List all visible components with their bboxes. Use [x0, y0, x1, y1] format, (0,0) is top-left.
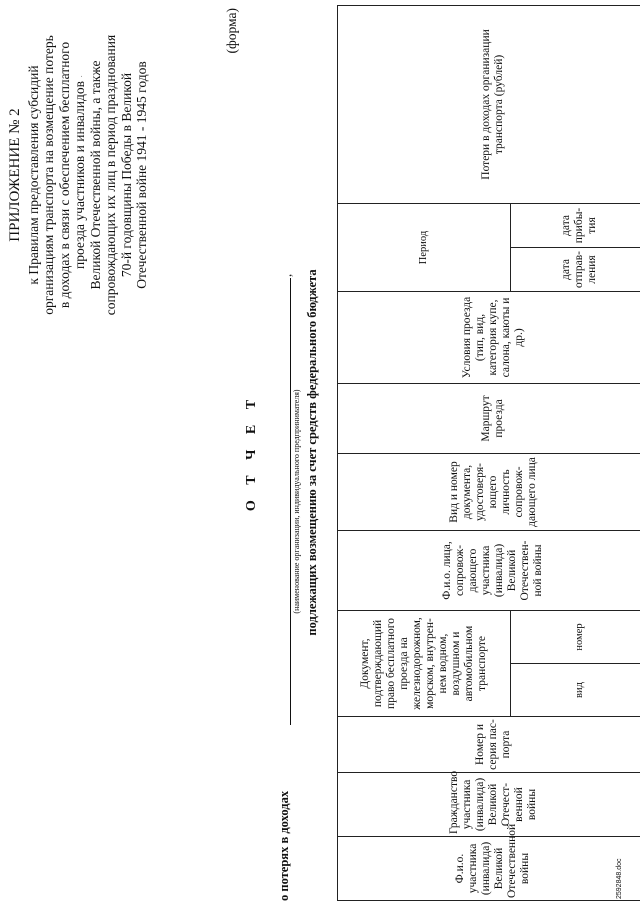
col-escort-name: Ф.и.о. лица, сопровож-дающего участника (инвалида) Великой Отечествен-ной войны [338, 530, 640, 610]
report-table [337, 5, 640, 901]
col-doc-type: вид [511, 664, 640, 717]
comma: , [279, 273, 294, 277]
col-period: Период [338, 203, 511, 291]
col-arrival-date: дата прибы-тия [511, 203, 640, 247]
col-route: Маршрут проезда [338, 383, 640, 453]
col-departure-date: дата отправ-ления [511, 247, 640, 291]
report-title: О Т Ч Е Т [244, 393, 259, 512]
col-veteran-name: Ф.и.о. участника (инвалида) Великой Отечественной войны [338, 837, 640, 901]
appendix-line: 70-й годовщины Победы в Великой [118, 72, 134, 278]
appendix-header [8, 10, 150, 340]
stray-mark: . [78, 75, 84, 77]
appendix-line: Отечественной войне 1941 - 1945 годов [134, 61, 149, 289]
col-escort-id-document: Вид и номер документа, удостоверя-ющего личность сопровож-дающего лица [338, 453, 640, 530]
report-subtitle-prefix: о потерях в доходах [277, 790, 291, 901]
header-row [338, 5, 511, 900]
appendix-line: проезда участников и инвалидов [72, 81, 87, 269]
col-passport: Номер и серия пас-порта [338, 717, 640, 773]
appendix-line: организациям транспорта на возмещение потерь [41, 35, 56, 315]
appendix-line: в доходах в связи с обеспечением бесплатного [56, 41, 72, 309]
appendix-line: сопровождающих их лиц в период празднования [103, 34, 118, 316]
col-doc-number: номер [511, 610, 640, 663]
organization-blank-caption: (наименование организации, индивидуального предпринимателя) [292, 389, 301, 614]
appendix-line: Великой Отечественной войны, а также [87, 60, 103, 290]
organization-blank-line [290, 278, 291, 725]
appendix-title: ПРИЛОЖЕНИЕ № 2 [7, 108, 23, 242]
report-subtitle-2: подлежащих возмещению за счет средств федерального бюджета [305, 269, 319, 636]
col-travel-conditions: Условия проезда (тип, вид, категория купе, салона, каюты и др.) [338, 291, 640, 383]
form-note: (форма) [224, 8, 239, 54]
document-id: 2592848.doc [616, 858, 623, 899]
col-citizenship: Гражданство участника (инвалида) Великой Отечест-венной войны [338, 773, 640, 837]
appendix-line: к Правилам предоставления субсидий [25, 65, 41, 285]
col-entitlement-document: Документ, подтверждающий право бесплатного проезда на железнодорожном, морском, внутрен-нем водном, воздушном и автомобильном транспорте [338, 610, 511, 716]
col-revenue-losses: Потери в доходах организации транспорта (рублей) [338, 5, 640, 203]
